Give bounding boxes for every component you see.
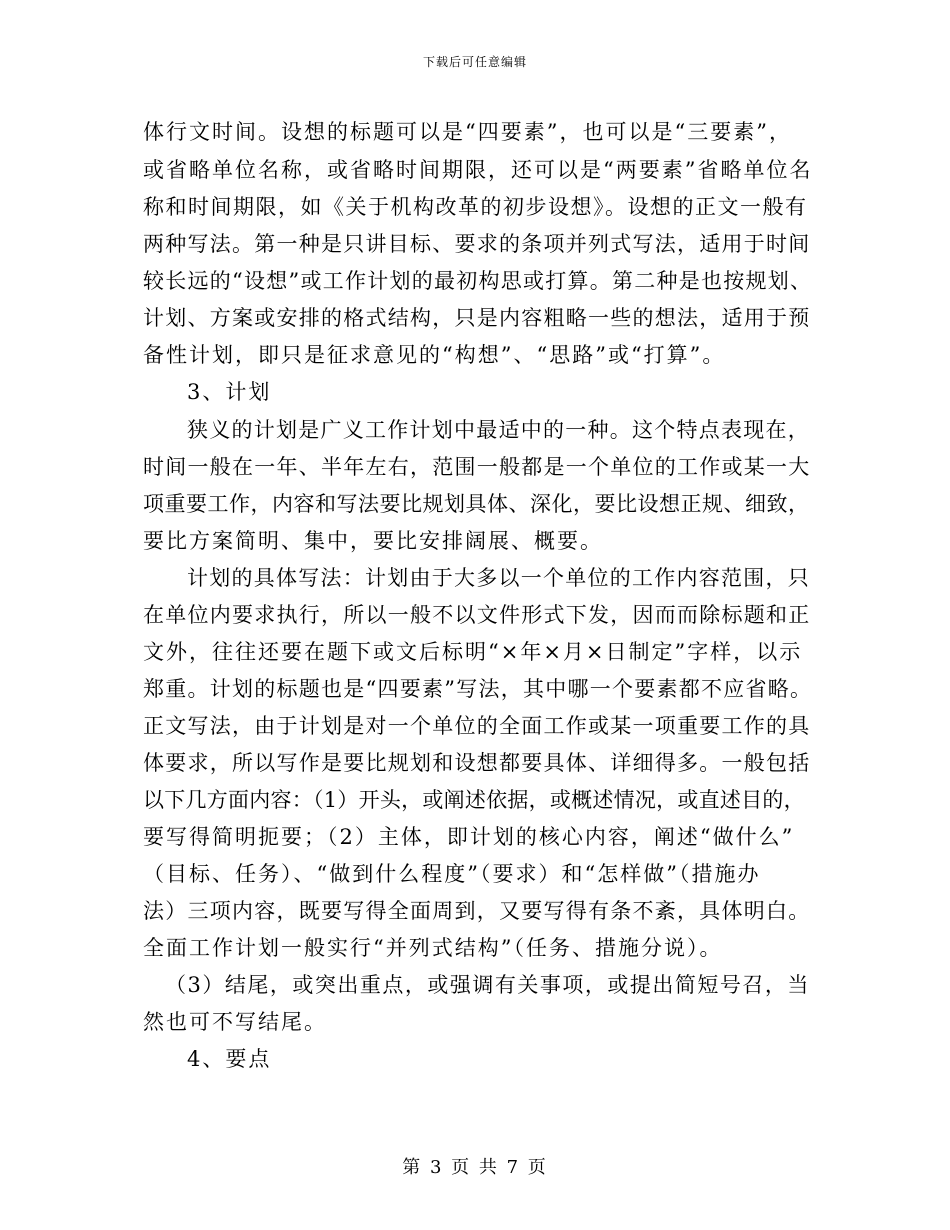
section-heading: 3、计划 [187, 380, 272, 404]
text-line: 体要求，所以写作是要比规划和设想都要具体、详细得多。一般包括 [143, 751, 811, 775]
text-line: 称和时间期限，如《关于机构改革的初步设想》。设想的正文一般有 [143, 195, 808, 219]
text-line: 两种写法。第一种是只讲目标、要求的条项并列式写法，适用于时间 [143, 232, 811, 256]
text-line: 正文写法，由于计划是对一个单位的全面工作或某一项重要工作的具 [143, 714, 811, 738]
text-line: 计划、方案或安排的格式结构，只是内容粗略一些的想法，适用于预 [143, 306, 811, 330]
page-number: 第 3 页 共 7 页 [402, 1157, 548, 1178]
text-line: （目标、任务）、“做到什么程度”（要求）和“怎样做”（措施办 [143, 862, 761, 886]
text-line: 然也可不写结尾。 [143, 1010, 327, 1034]
text-line: 要比方案简明、集中，要比安排阔展、概要。 [143, 529, 603, 553]
text-line: 在单位内要求执行，所以一般不以文件形式下发，因而而除标题和正 [143, 603, 811, 627]
text-line: 要写得简明扼要；（2）主体，即计划的核心内容，阐述“做什么” [143, 825, 795, 849]
text-line: 全面工作计划一般实行“并列式结构”（任务、措施分说）。 [143, 936, 723, 960]
text-line: 文外，往往还要在题下或文后标明“×年×月×日制定”字样，以示 [143, 640, 803, 664]
text-line: （3）结尾，或突出重点，或强调有关事项，或提出简短号召，当 [165, 973, 810, 997]
text-line: 狭义的计划是广义工作计划中最适中的一种。这个特点表现在， [187, 418, 810, 442]
text-line: 法）三项内容，既要写得全面周到，又要写得有条不紊，具体明白。 [143, 899, 811, 923]
text-line: 项重要工作，内容和写法要比规划具体、深化，要比设想正规、细致， [143, 492, 810, 516]
section-heading: 4、要点 [187, 1047, 272, 1071]
text-line: 以下几方面内容：（1）开头，或阐述依据，或概述情况，或直述目的， [143, 788, 805, 812]
text-line: 或省略单位名称，或省略时间期限，还可以是“两要素”省略单位名 [143, 158, 813, 182]
text-line: 时间一般在一年、半年左右，范围一般都是一个单位的工作或某一大 [143, 455, 811, 479]
page-header: 下载后可任意编辑 [422, 55, 527, 69]
text-line: 较长远的“设想”或工作计划的最初构思或打算。第二种是也按规划、 [143, 269, 813, 293]
text-line: 郑重。计划的标题也是“四要素”写法，其中哪一个要素都不应省略。 [143, 677, 813, 701]
text-line: 计划的具体写法：计划由于大多以一个单位的工作内容范围，只 [187, 566, 810, 590]
text-line: 体行文时间。设想的标题可以是“四要素”，也可以是“三要素”， [143, 120, 792, 144]
text-line: 备性计划，即只是征求意见的“构想”、“思路”或“打算”。 [143, 343, 726, 367]
